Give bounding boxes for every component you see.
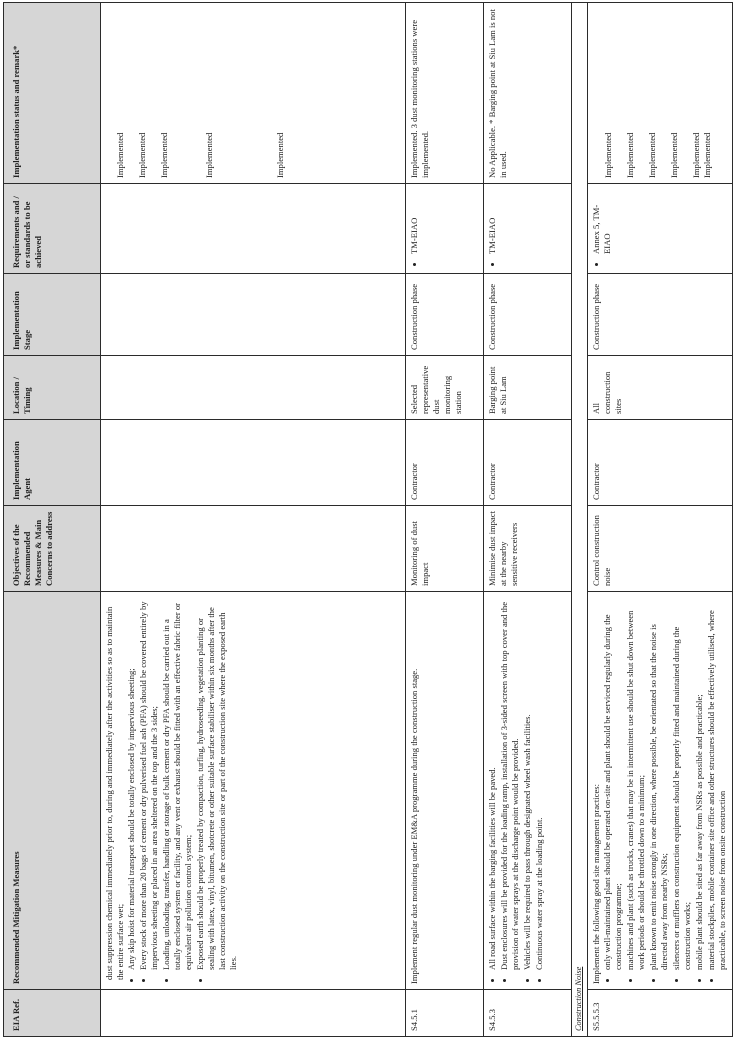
- cell-stage: Construction phase: [406, 274, 484, 356]
- status-text: Implemented: [690, 132, 701, 178]
- status-text: Implemented: [115, 132, 125, 178]
- table-row: [101, 3, 406, 1037]
- measure-item: • material stockpiles, mobile container site office and other structures should be effectively utilised, where practicable, to screen noise from onsite construction: [706, 597, 728, 970]
- cell-agent: Contractor: [484, 420, 572, 506]
- cell-ref: S4.5.1: [406, 990, 484, 1037]
- cell-ref: S5.5.5.3: [587, 990, 732, 1037]
- table-row: [484, 3, 572, 1037]
- cell-location: All construction sites: [587, 356, 732, 420]
- cell-requirement: [484, 184, 572, 274]
- measure-item: • Vehicles will be required to pass through designated wheel wash facilities.: [522, 597, 533, 970]
- cell-stage: [101, 274, 406, 356]
- cell-ref: [101, 990, 406, 1037]
- status-text: Implemented: [701, 132, 712, 178]
- status-text: Implemented: [668, 132, 679, 178]
- cell-status: [587, 3, 732, 184]
- measure-list: [126, 597, 239, 984]
- cell-measures: [484, 592, 572, 990]
- measure-item: • mobile plant should be sited as far away from NSRs as possible and practicable;: [694, 597, 705, 970]
- cell-measures: [587, 592, 732, 990]
- header-measures: Recommended Mitigation Measures: [4, 592, 101, 990]
- measure-item: • Exposed earth should be properly treated by compaction, turfing, hydroseeding, vegetation planting or sealing with latex, vinyl, bitumen, shotcrete or other suitable surface stabiliser within six months after the last construction activity on the construction site or part of the construction site where the exposed earth lies.: [195, 597, 239, 970]
- measure-item: • Any skip hoist for material transport should be totally enclosed by impervious sheeting;: [126, 597, 137, 970]
- table-row: [587, 3, 732, 1037]
- table-header-row: [4, 3, 101, 1037]
- cell-ref: S4.5.3: [484, 990, 572, 1037]
- cell-objective: Monitoring of dust impact: [406, 506, 484, 592]
- cell-location: [101, 356, 406, 420]
- section-title: Construction Noise: [572, 3, 588, 1037]
- status-text: Implemented: [275, 132, 285, 178]
- mitigation-measures-table: [3, 2, 733, 1037]
- header-status: Implementation status and remark*: [4, 3, 101, 184]
- measure-item: • plant known to emit noise strongly in one direction, where possible, be orientated so that the noise is directed away from nearby NSRs;: [648, 597, 670, 970]
- measure-item: • Every stock of more than 20 bags of cement or dry pulverised fuel ash (PFA) should be covered entirely by impervious sheeting or placed in an area sheltered on the top and the 3 sides;: [138, 597, 160, 970]
- measure-item: • Dust enclosures will be provided for the loading ramp, installation of 3-sided screen with top cover and the provision of water sprays at the discharge point would be provided.: [499, 597, 521, 970]
- measure-item: • silencers or mufflers on construction equipment should be properly fitted and maintained during the construction works;: [671, 597, 693, 970]
- cell-agent: Contractor: [406, 420, 484, 506]
- cell-measures: Implement regular dust monitoring under EM&A programme during the construction stage.: [406, 592, 484, 990]
- status-text: Implemented: [204, 132, 214, 178]
- header-stage: Implementation Stage: [4, 274, 101, 356]
- requirement-item: • TM-EIAO: [487, 189, 498, 254]
- header-location: Location / Timing: [4, 356, 101, 420]
- status-text: Implemented: [624, 132, 635, 178]
- cell-objective: [101, 506, 406, 592]
- measure-item: • Loading, unloading, transfer, handling or storage of bulk cement or dry PFA should be carried out in a totally enclosed system or facility, and any vent or exhaust should be fitted with an effective fabric filter or equivalent air pollution control system;: [161, 597, 194, 970]
- cell-location: Selected representative dust monitoring station: [406, 356, 484, 420]
- measure-item: • Continuous water spray at the loading point.: [534, 597, 545, 970]
- measure-item: • machines and plant (such as trucks, cranes) that may be in intermittent use should be shut down between work periods or should be throttled down to a minimum;: [625, 597, 647, 970]
- cell-status: No Applicable. * Barging point at Siu Lam is not in used.: [484, 3, 572, 184]
- measure-item: • All road surface within the barging facilities will be paved.: [487, 597, 498, 970]
- header-requirements: Requirements and / or standards to be achieved: [4, 184, 101, 274]
- measure-lead-text: Implement the following good site management practices:: [590, 784, 601, 984]
- status-text: Implemented: [602, 132, 613, 178]
- status-text: Implemented: [159, 132, 169, 178]
- section-row: [572, 3, 588, 1037]
- cell-stage: Construction phase: [587, 274, 732, 356]
- header-agent: Implementation Agent: [4, 420, 101, 506]
- status-text: Implemented: [137, 132, 147, 178]
- cell-objective: Minimise dust impact at the nearby sensitive receivers: [484, 506, 572, 592]
- measure-list: [602, 597, 728, 984]
- cell-location: Barging point at Siu Lam: [484, 356, 572, 420]
- cell-agent: [101, 420, 406, 506]
- cell-agent: Contractor: [587, 420, 732, 506]
- cell-stage: Construction phase: [484, 274, 572, 356]
- measure-list: [487, 597, 545, 984]
- header-objectives: Objectives of the Recommended Measures & Main Concerns to address: [4, 506, 101, 592]
- measure-item: • only well-maintained plant should be operated on-site and plant should be serviced regularly during the construction programme;: [602, 597, 624, 970]
- cell-requirement: [587, 184, 732, 274]
- status-text: Implemented: [646, 132, 657, 178]
- cell-objective: Control construction noise: [587, 506, 732, 592]
- cell-status: Implemented. 3 dust monitoring stations were implemented.: [406, 3, 484, 184]
- measure-lead-text: dust suppression chemical immediately prior to, during and immediately after the activities so as to maintain the entire surface wet;: [104, 606, 125, 980]
- requirement-item: • Annex 5, TM-EIAO: [591, 189, 613, 254]
- cell-requirement: [406, 184, 484, 274]
- cell-measures: [101, 592, 406, 990]
- table-row: [406, 3, 484, 1037]
- cell-requirement: [101, 184, 406, 274]
- cell-status: [101, 3, 406, 184]
- requirement-item: • TM-EIAO: [409, 189, 420, 254]
- header-eia-ref: EIA Ref.: [4, 990, 101, 1037]
